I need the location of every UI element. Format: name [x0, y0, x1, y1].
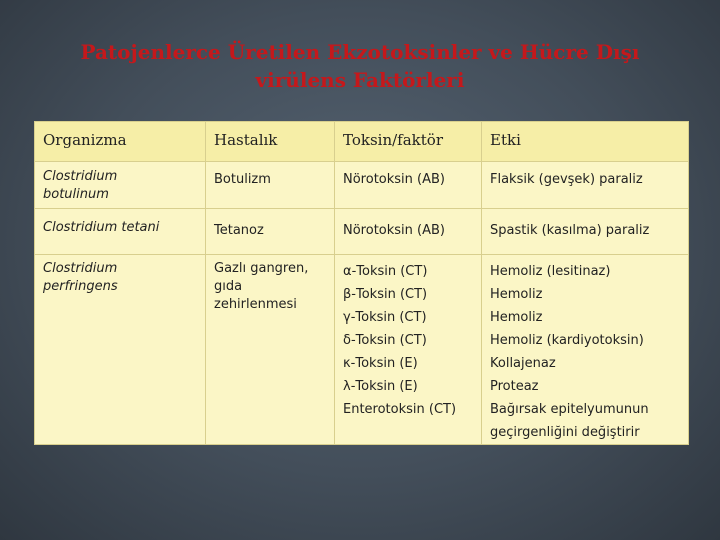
slide-title: [0, 38, 720, 94]
table-row: [35, 255, 689, 445]
disease-cell: [206, 255, 335, 445]
toxin-item: Enterotoksin (CT): [343, 402, 457, 417]
effect-cell: Spastik (kasılma) paraliz: [482, 209, 689, 255]
organism-cell: Clostridium tetani: [35, 209, 206, 255]
header-effect: Etki: [482, 122, 689, 162]
disease-line: gıda: [214, 279, 243, 294]
slide-title-line-1: Patojenlerce Üretilen Ekzotoksinler ve Hücre Dışı: [80, 40, 640, 64]
organism-line: Clostridium: [43, 261, 118, 276]
table-row: [35, 162, 689, 209]
slide-title-line-2: virülens Faktörleri: [255, 68, 465, 92]
header-toxin: Toksin/faktör: [335, 122, 482, 162]
header-organism: Organizma: [35, 122, 206, 162]
toxin-item: γ-Toksin (CT): [343, 310, 427, 325]
toxin-item: β-Toksin (CT): [343, 287, 428, 302]
toxin-list-cell: [335, 255, 482, 445]
organism-cell: [35, 162, 206, 209]
organism-line: botulinum: [43, 187, 109, 202]
organism-line: Clostridium: [43, 169, 118, 184]
toxin-item: λ-Toksin (E): [343, 379, 418, 394]
table-row: [35, 209, 689, 255]
effect-item: Hemoliz (lesitinaz): [490, 264, 611, 279]
effect-item: Proteaz: [490, 379, 539, 394]
effect-item: Hemoliz: [490, 287, 543, 302]
effect-item: Hemoliz (kardiyotoksin): [490, 333, 644, 348]
effect-item: Hemoliz: [490, 310, 543, 325]
toxin-item: κ-Toksin (E): [343, 356, 418, 371]
effect-item: Kollajenaz: [490, 356, 556, 371]
disease-cell: Tetanoz: [206, 209, 335, 255]
toxin-item: δ-Toksin (CT): [343, 333, 427, 348]
organism-line: perfringens: [43, 279, 118, 294]
exotoxin-table: [34, 121, 689, 445]
header-disease: Hastalık: [206, 122, 335, 162]
disease-line: Gazlı gangren,: [214, 261, 309, 276]
effect-item: geçirgenliğini değiştirir: [490, 425, 640, 440]
toxin-cell: Nörotoksin (AB): [335, 162, 482, 209]
effect-cell: Flaksik (gevşek) paraliz: [482, 162, 689, 209]
disease-line: zehirlenmesi: [214, 297, 297, 312]
toxin-item: α-Toksin (CT): [343, 264, 428, 279]
toxin-cell: Nörotoksin (AB): [335, 209, 482, 255]
disease-cell: Botulizm: [206, 162, 335, 209]
organism-cell: [35, 255, 206, 445]
effect-item: Bağırsak epitelyumunun: [490, 402, 649, 417]
effect-list-cell: [482, 255, 689, 445]
table-header-row: [35, 122, 689, 162]
